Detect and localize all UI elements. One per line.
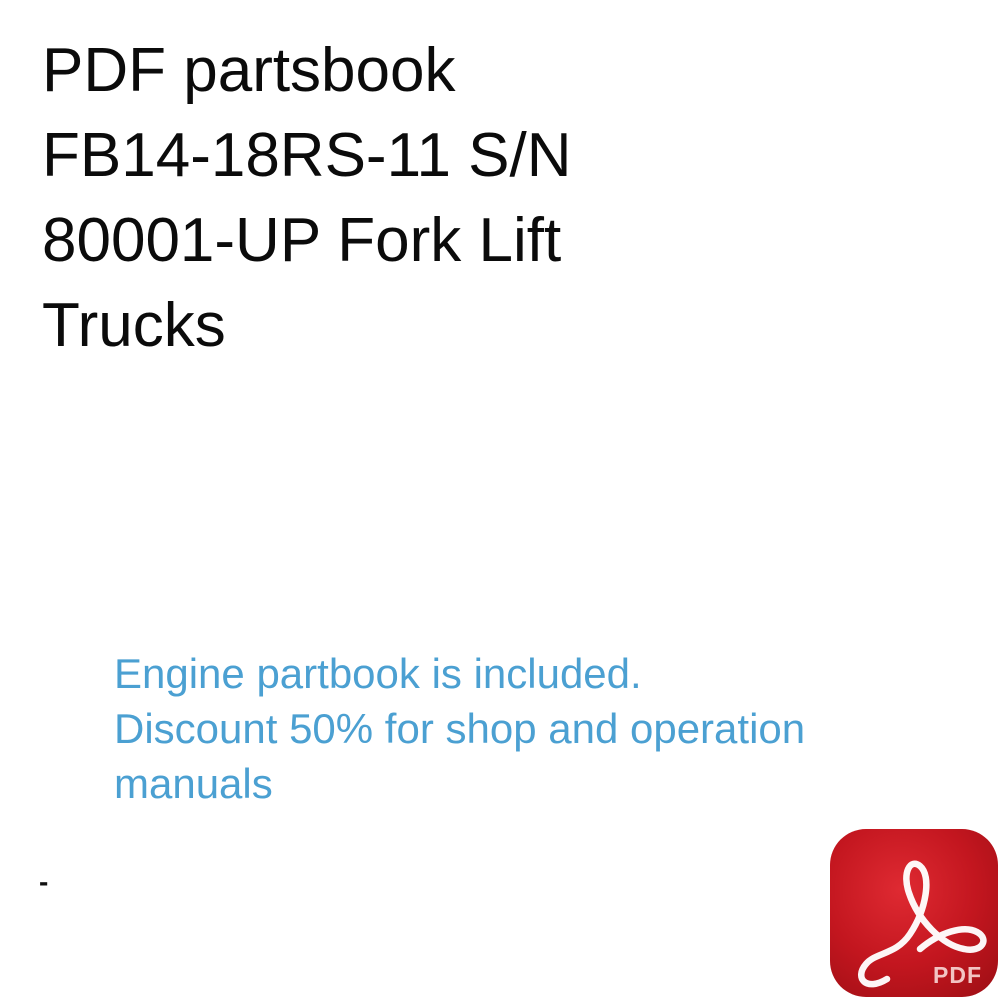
product-note-line: Engine partbook is included. <box>114 650 642 697</box>
product-title-line: PDF partsbook <box>42 36 456 105</box>
product-note <box>114 646 914 811</box>
product-note-line: manuals <box>114 760 273 807</box>
product-title <box>42 28 682 368</box>
footnote-dash: - <box>39 866 49 897</box>
product-title-line: Trucks <box>42 291 226 360</box>
pdf-icon-label: PDF <box>933 962 982 988</box>
product-note-line: Discount 50% for shop and operation <box>114 705 806 752</box>
pdf-app-icon <box>830 829 998 997</box>
product-title-line: 80001-UP Fork Lift <box>42 206 562 275</box>
product-title-line: FB14-18RS-11 S/N <box>42 121 572 190</box>
